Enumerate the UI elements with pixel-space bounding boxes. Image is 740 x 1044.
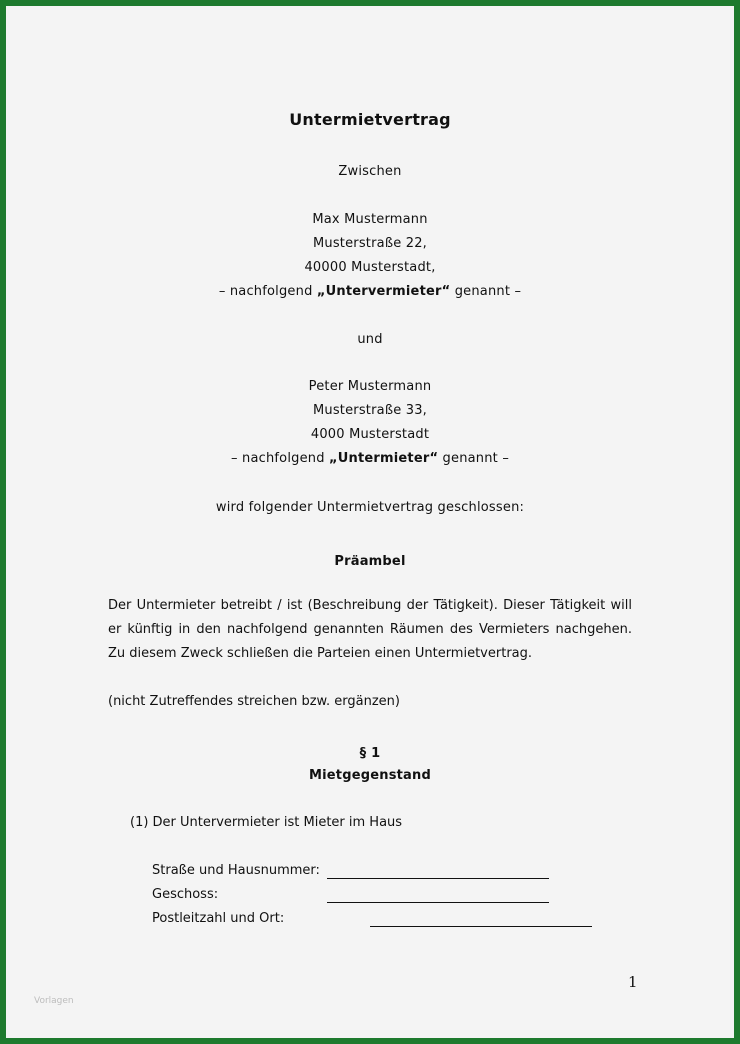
party2-role-suffix: genannt – [438,451,510,466]
field-floor-label: Geschoss: [152,887,219,902]
field-floor-blank [327,902,549,903]
document-page [6,6,734,1038]
preamble-heading: Präambel [334,554,406,569]
field-zip-city-label: Postleitzahl und Ort: [152,911,285,926]
section1-title: Mietgegenstand [308,768,431,783]
party2-street: Musterstraße 33, [312,403,428,418]
section1-number: § 1 [359,746,381,761]
field-zip-city-blank [370,926,592,927]
field-street-label: Straße und Hausnummer: [152,863,320,878]
party2-role-line [6,451,734,466]
note-text: (nicht Zutreffendes streichen bzw. ergänzen) [108,694,400,709]
party1-role: „Untervermieter“ [316,284,451,299]
party1-name: Max Mustermann [312,212,428,227]
party2-name: Peter Mustermann [308,379,432,394]
party1-role-prefix: – nachfolgend [218,284,317,299]
clause1-text: (1) Der Untervermieter ist Mieter im Haus [130,815,403,830]
document-title: Untermietvertrag [289,110,451,129]
watermark: Vorlagen [34,996,74,1006]
party2-role: „Untermieter“ [329,451,439,466]
party1-role-line [6,284,734,299]
between-label: Zwischen [338,164,402,179]
party2-city: 4000 Musterstadt [310,427,430,442]
party1-city: 40000 Musterstadt, [304,260,436,275]
preamble-text: Der Untermieter betreibt / ist (Beschreibung der Tätigkeit). Dieser Tätigkeit will er künftig in den nachfolgend genannten Räumen des Vermieters nachgehen. Zu diesem Zweck schließen die Parteien einen Untermietvertrag. [108,598,632,661]
party2-role-prefix: – nachfolgend [230,451,330,466]
page-number: 1 [628,973,638,991]
party1-street: Musterstraße 22, [312,236,428,251]
party1-role-suffix: genannt – [450,284,522,299]
concluded-line: wird folgender Untermietvertrag geschlossen: [215,500,525,515]
and-label: und [357,332,383,347]
field-street-blank [327,878,549,879]
